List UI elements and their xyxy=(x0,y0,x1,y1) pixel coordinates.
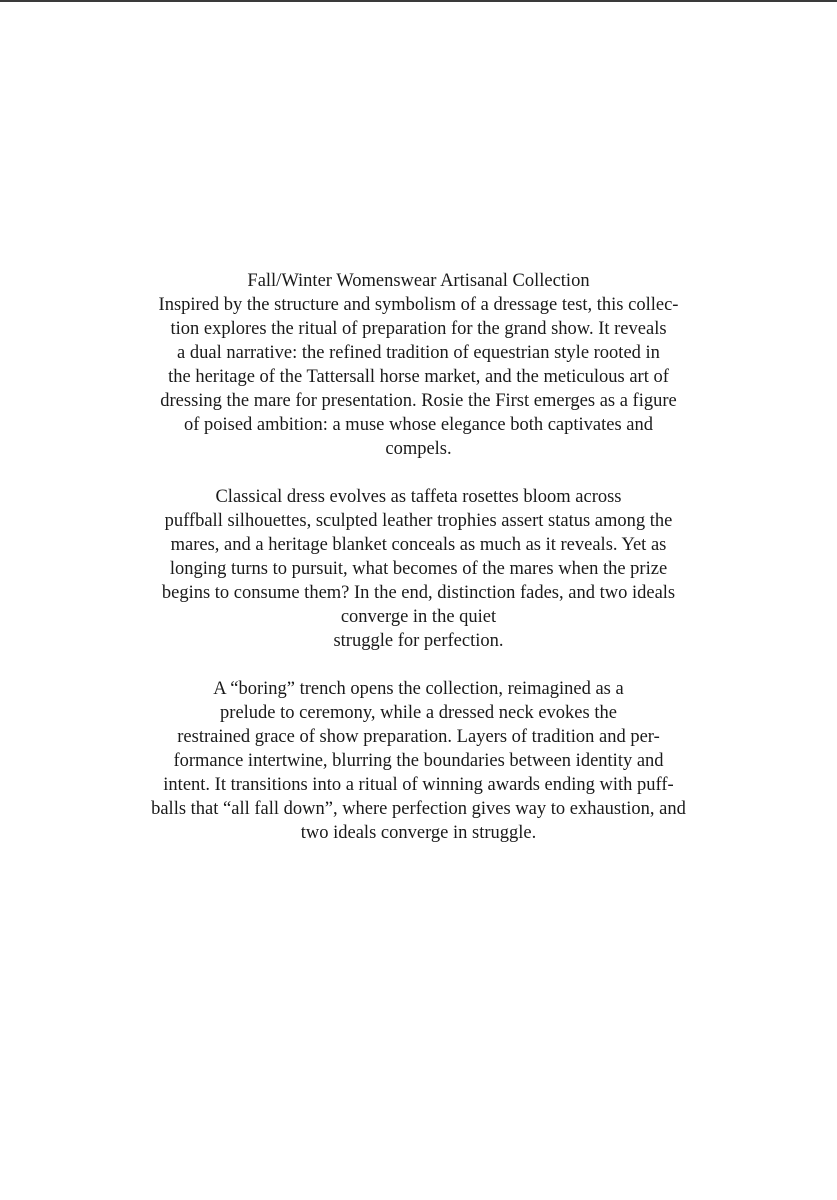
document-body xyxy=(140,269,697,845)
text-line: A “boring” trench opens the collection, reimagined as a xyxy=(213,679,624,699)
text-line: compels. xyxy=(385,439,452,459)
text-line: restrained grace of show preparation. Layers of tradition and per- xyxy=(177,727,660,747)
paragraph-silhouettes xyxy=(140,485,697,653)
text-line: intent. It transitions into a ritual of winning awards ending with puff- xyxy=(163,775,674,795)
text-line: converge in the quiet xyxy=(340,607,497,627)
text-line: of poised ambition: a muse whose elegance both captivates and xyxy=(183,415,654,435)
collection-title: Fall/Winter Womenswear Artisanal Collection xyxy=(247,271,590,291)
text-line: balls that “all fall down”, where perfection gives way to exhaustion, and xyxy=(151,799,686,819)
text-line: Classical dress evolves as taffeta rosettes bloom across xyxy=(215,487,622,507)
paragraph-trench xyxy=(140,677,697,845)
text-line: prelude to ceremony, while a dressed neck evokes the xyxy=(220,703,617,723)
text-line: two ideals converge in struggle. xyxy=(300,823,537,843)
text-line: a dual narrative: the refined tradition of equestrian style rooted in xyxy=(177,343,660,363)
text-line: struggle for perfection. xyxy=(333,631,504,651)
paragraph-spacer xyxy=(140,653,697,677)
text-line: the heritage of the Tattersall horse market, and the meticulous art of xyxy=(168,367,669,387)
top-border xyxy=(0,0,837,2)
text-line: longing turns to pursuit, what becomes of the mares when the prize xyxy=(169,559,668,579)
text-line: Inspired by the structure and symbolism of a dressage test, this collec- xyxy=(158,295,679,315)
text-line: tion explores the ritual of preparation for the grand show. It reveals xyxy=(170,319,667,339)
text-line: begins to consume them? In the end, distinction fades, and two ideals xyxy=(161,583,676,603)
text-line: dressing the mare for presentation. Rosie the First emerges as a figure xyxy=(160,391,677,411)
text-line: puffball silhouettes, sculpted leather trophies assert status among the xyxy=(164,511,673,531)
text-line: formance intertwine, blurring the boundaries between identity and xyxy=(173,751,664,771)
paragraph-intro xyxy=(140,293,697,461)
paragraph-spacer xyxy=(140,461,697,485)
text-line: mares, and a heritage blanket conceals as much as it reveals. Yet as xyxy=(170,535,667,555)
